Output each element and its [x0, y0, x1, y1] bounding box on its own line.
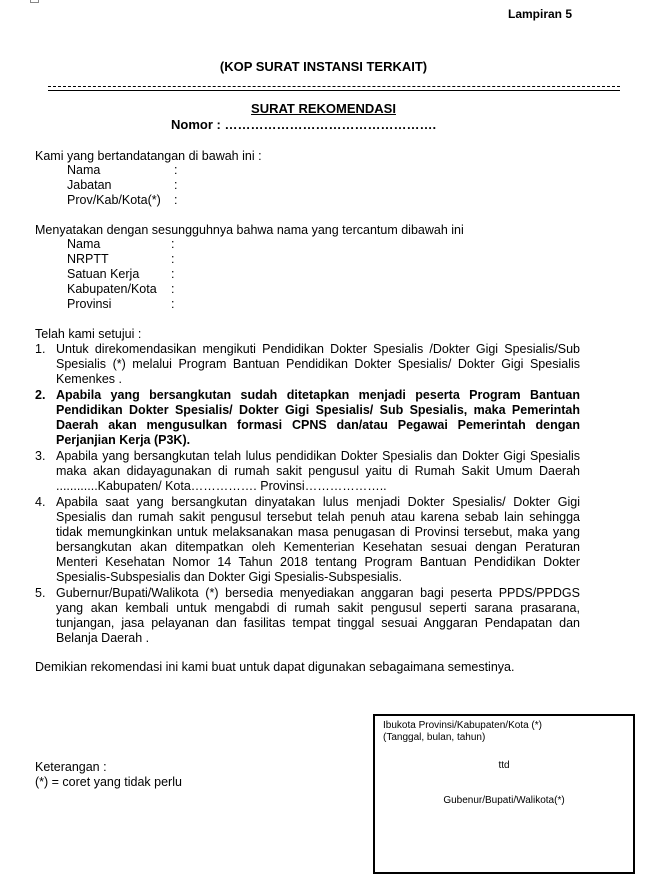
signature-official: Gubenur/Bupati/Walikota(*) [443, 795, 565, 806]
letterhead-divider-dashed [48, 86, 620, 87]
letterhead-placeholder: (KOP SURAT INSTANSI TERKAIT) [219, 59, 428, 74]
document-title: SURAT REKOMENDASI [251, 101, 396, 116]
signer-field-position: Jabatan : [67, 178, 178, 192]
signature-box [373, 714, 635, 874]
signature-place: Ibukota Provinsi/Kabupaten/Kota (*) [383, 720, 542, 731]
list-item: 4. Apabila saat yang bersangkutan dinyatakan lulus menjadi Dokter Spesialis/ Dokter Gigi Spesialis dan rumah sakit pengusul tersebut telah penuh atau karena sebab lain sehingga tidak memungkinkan untuk melaksanakan masa penugasan di Provinsi tersebut, maka yang bersangkutan akan ditempatkan oleh Kementerian Kesehatan sesuai dengan Peraturan Menteri Kesehatan Nomor 14 Tahun 2018 tentang Program Bantuan Pendidikan Dokter Spesialis-Subspesialis dan Dokter Gigi Spesialis-Subspesialis. [35, 495, 580, 584]
list-item: 2. Apabila yang bersangkutan sudah ditetapkan menjadi peserta Program Bantuan Pendidikan Dokter Spesialis/ Dokter Gigi Spesialis/ Sub Spesialis, maka Pemerintah Daerah akan mengusulkan formasi CPNS dan/atau Pegawai Pemerintah dengan Perjanjian Kerja (P3K). [35, 388, 580, 447]
signature-date: (Tanggal, bulan, tahun) [383, 732, 486, 743]
person-field-nrptt: NRPTT : [67, 252, 175, 266]
list-item: 5. Gubernur/Bupati/Walikota (*) bersedia menyediakan anggaran bagi peserta PPDS/PPDGS yang akan kembali untuk mengabdi di rumah sakit pengusul seperti sarana prasarana, tunjangan, jasa pelayanan dan fasilitas tempat tinggal sesuai Anggaran Pendapatan dan Belanja Daerah . [35, 586, 580, 645]
signer-fields [67, 163, 267, 211]
person-field-name: Nama : [67, 237, 175, 251]
notes-label: Keterangan : [35, 760, 107, 774]
signer-field-name: Nama : [67, 163, 178, 177]
letterhead-divider-solid [48, 90, 620, 91]
intro-text: Kami yang bertandatangan di bawah ini : [35, 149, 262, 163]
person-fields [67, 237, 267, 315]
agreement-heading: Telah kami setujui : [35, 327, 142, 341]
document-number: Nomor : …………………………………………. [171, 117, 437, 132]
page-corner-mark [30, 0, 39, 3]
signature-mark: ttd [498, 760, 510, 771]
attachment-label: Lampiran 5 [508, 7, 573, 21]
closing-text: Demikian rekomendasi ini kami buat untuk dapat digunakan sebagaimana semestinya. [35, 660, 515, 674]
signature-place-date [383, 720, 542, 744]
list-item: 3. Apabila yang bersangkutan telah lulus pendidikan Dokter Spesialis dan Dokter Gigi Spesialis maka akan didayagunakan di rumah sakit pengusul yaitu di Rumah Sakit Umum Daerah ............Kabupaten/ Kota……………. Provinsi……………….. [35, 449, 580, 493]
person-field-regency: Kabupaten/Kota : [67, 282, 175, 296]
signer-field-region: Prov/Kab/Kota(*) : [67, 193, 178, 207]
statement-text: Menyatakan dengan sesungguhnya bahwa nama yang tercantum dibawah ini [35, 223, 464, 237]
person-field-work-unit: Satuan Kerja : [67, 267, 175, 281]
agreement-list [35, 342, 580, 647]
person-field-province: Provinsi : [67, 297, 175, 311]
notes-text: (*) = coret yang tidak perlu [35, 775, 182, 789]
list-item: 1. Untuk direkomendasikan mengikuti Pendidikan Dokter Spesialis /Dokter Gigi Spesialis/Sub Spesialis (*) melalui Program Bantuan Pendidikan Dokter Spesialis/ Dokter Gigi Spesialis Kemenkes . [35, 342, 580, 386]
